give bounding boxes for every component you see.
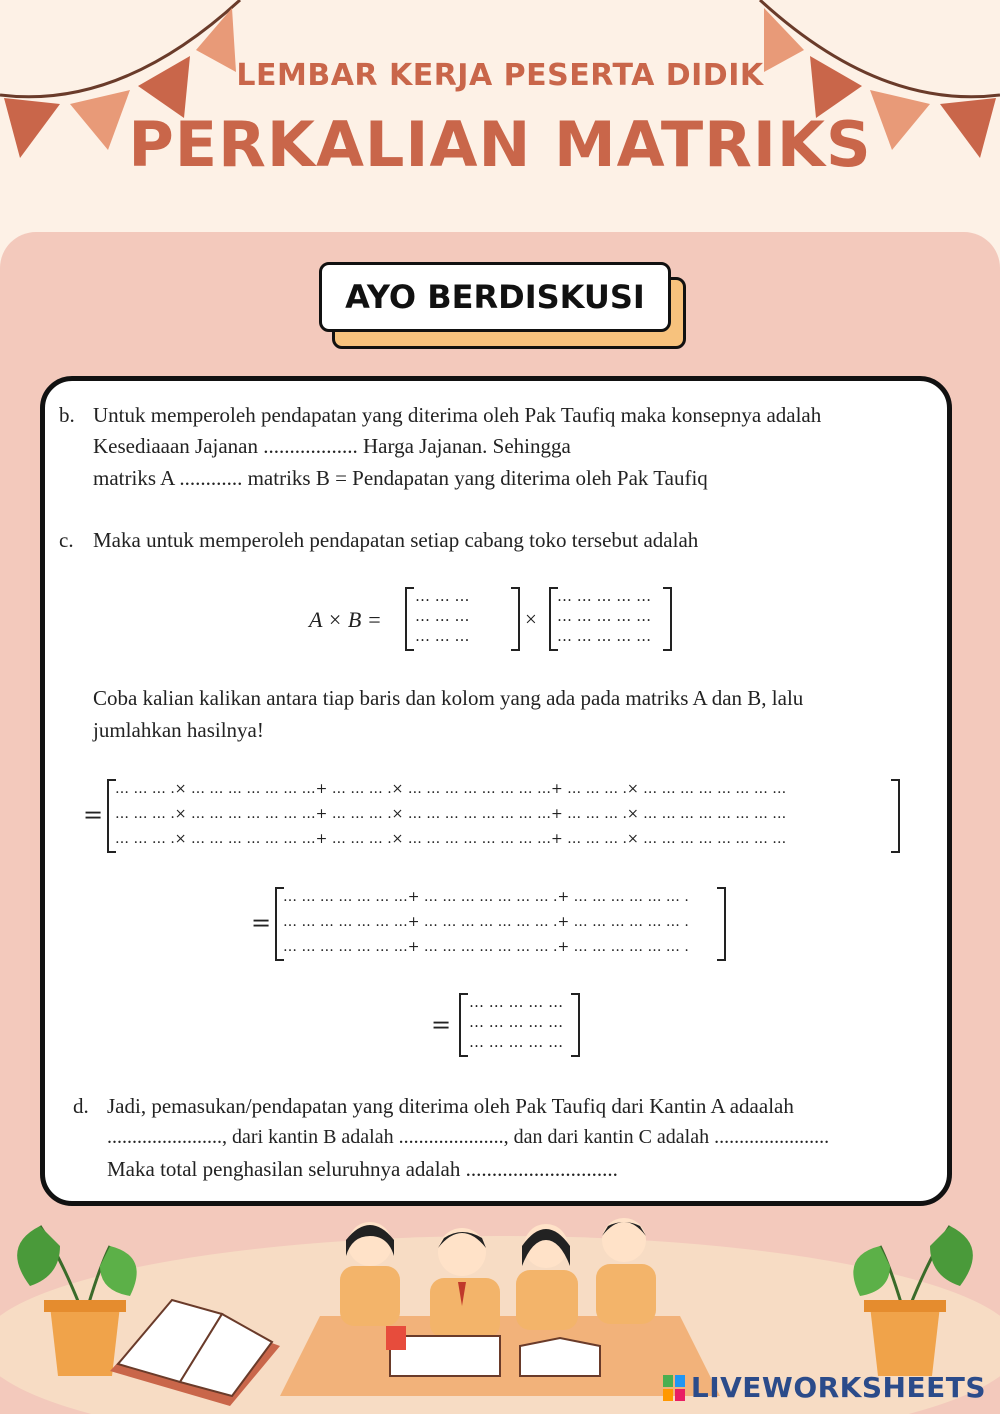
formula-lhs: A × B =: [309, 607, 382, 632]
times-sign: ×: [525, 607, 537, 631]
worksheet-card: [40, 376, 952, 1206]
section-b-marker: b.: [59, 403, 75, 427]
step2-right-bracket: [717, 887, 726, 961]
liveworksheets-text: LIVEWORKSHEETS: [690, 1371, 986, 1404]
step3-row-1: … … … … …: [469, 993, 564, 1011]
worksheet-title: PERKALIAN MATRIKS: [128, 108, 872, 181]
paper-icon: [390, 1336, 500, 1376]
step1-row-3: … … … .× … … … … … … …+ … … … .× … … … … … … … …+ … … … .× … … … … … … … …: [115, 831, 787, 847]
matrix-a-row-2: … … …: [415, 607, 470, 625]
step2-equals: =: [251, 909, 272, 937]
step1-row-1: … … … .× … … … … … … …+ … … … .× … … … … … … … …+ … … … .× … … … … … … … …: [115, 781, 787, 797]
section-b-line1: Untuk memperoleh pendapatan yang diterima oleh Pak Taufiq maka konsepnya adalah: [93, 403, 822, 427]
step1-row-2: … … … .× … … … … … … …+ … … … .× … … … … … … … …+ … … … .× … … … … … … … …: [115, 806, 787, 822]
section-c-line1: Maka untuk memperoleh pendapatan setiap cabang toko tersebut adalah: [93, 528, 699, 552]
section-c-marker: c.: [59, 528, 74, 552]
matrix-a-row-1: … … …: [415, 587, 470, 605]
step3-row-2: … … … … …: [469, 1013, 564, 1031]
discussion-badge: AYO BERDISKUSI: [319, 262, 671, 332]
step3-right-bracket: [571, 993, 580, 1057]
student-1: [340, 1222, 400, 1326]
matrix-b-row-3: … … … … …: [557, 627, 652, 645]
matrix-a-row-3: … … …: [415, 627, 470, 645]
section-b-line2: Kesediaaan Jajanan .................. Harga Jajanan. Sehingga: [93, 434, 571, 458]
matrix-b-row-1: … … … … …: [557, 587, 652, 605]
student-4: [596, 1218, 656, 1324]
step1-equals: =: [83, 801, 104, 829]
step3-left-bracket: [459, 993, 468, 1057]
step2-row-2: … … … … … … …+ … … … … … … … .+ … … … … … … .: [283, 914, 689, 930]
section-d-line1: Jadi, pemasukan/pendapatan yang diterima oleh Pak Taufiq dari Kantin A adaalah: [107, 1094, 794, 1118]
pencil-cup-icon: [386, 1326, 406, 1350]
matrix-a-right-bracket: [511, 587, 520, 651]
matrix-a-left-bracket: [405, 587, 414, 651]
worksheet-subtitle: LEMBAR KERJA PESERTA DIDIK: [236, 58, 764, 93]
notebook-icon: [520, 1338, 600, 1376]
section-d-marker: d.: [73, 1094, 89, 1118]
section-d-line3: Maka total penghasilan seluruhnya adalah .............................: [107, 1157, 618, 1181]
step3-equals: =: [431, 1011, 452, 1039]
step3-row-3: … … … … …: [469, 1033, 564, 1051]
liveworksheets-icon: [663, 1375, 685, 1401]
section-d-line2: ......................., dari kantin B adalah ....................., dan dari kantin C adalah .......................: [107, 1126, 830, 1148]
liveworksheets-logo: [663, 1371, 986, 1404]
step2-row-3: … … … … … … …+ … … … … … … … .+ … … … … … … .: [283, 939, 689, 955]
step2-row-1: … … … … … … …+ … … … … … … … .+ … … … … … … .: [283, 889, 689, 905]
step1-right-bracket: [891, 779, 900, 853]
instruction-line1: Coba kalian kalikan antara tiap baris dan kolom yang ada pada matriks A dan B, lalu: [93, 686, 804, 710]
matrix-b-row-2: … … … … …: [557, 607, 652, 625]
instruction-line2: jumlahkan hasilnya!: [93, 718, 264, 742]
matrix-b-right-bracket: [663, 587, 672, 651]
section-b-line3: matriks A ............ matriks B = Pendapatan yang diterima oleh Pak Taufiq: [93, 466, 708, 490]
